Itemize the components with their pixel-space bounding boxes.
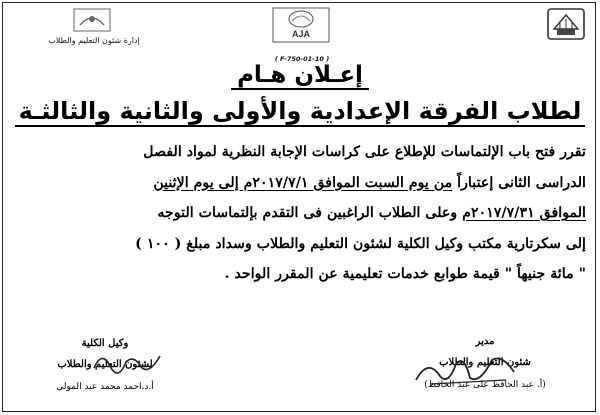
vice-dean-name: أ.د.احمد محمد عبد المولى xyxy=(56,382,154,392)
department-logo xyxy=(70,7,114,33)
announcement-heading xyxy=(0,62,600,88)
university-logo xyxy=(546,7,586,41)
body-line-3 xyxy=(16,198,586,229)
aja-logo xyxy=(272,7,330,43)
body-line-1: تقرر فتح باب الإلتماسات للإطلاع على كراسات الإجابة النظرية لمواد الفصل xyxy=(143,144,586,160)
audience-heading-text: لطلاب الفرقة الإعدادية والأولى والثانية والثالثـة xyxy=(15,97,586,127)
audience-heading xyxy=(0,97,600,125)
vice-dean-handwritten-signature xyxy=(90,344,170,378)
announcement-heading-text: إعـلان هـام xyxy=(231,62,369,90)
vice-dean-dept: لشئون التعليم والطلاب xyxy=(57,359,153,370)
department-caption: إدارة شئون التعليم والطلاب xyxy=(48,36,140,45)
director-dept: شئون التعليم والطلاب xyxy=(439,357,531,368)
aja-logo-text: AJA xyxy=(291,29,311,39)
form-code: ( F-750-01-10 ) xyxy=(274,55,330,63)
body-line-5: " مائة جنيهاً " قيمة طوابع خدمات تعليمية عن المقرر الواحد . xyxy=(224,266,586,282)
body-line-4: إلى سكرتارية مكتب وكيل الكلية لشئون التعليم والطلاب وسداد مبلغ ( ١٠٠ ) xyxy=(135,235,586,252)
director-title: مدير xyxy=(475,336,495,347)
announcement-body xyxy=(16,137,586,290)
director-handwritten-signature xyxy=(410,350,520,390)
body-line-2a: الدراسى الثانى إعتباراً xyxy=(452,174,586,191)
body-line-3b: وعلى الطلاب الراغبين فى التقدم بإلتماسات التوجه xyxy=(157,205,463,221)
body-line-3-date: الموافق ٢٠١٧/٧/٣١م xyxy=(462,205,586,221)
vice-dean-title: وكيل الكلية xyxy=(81,338,129,349)
director-name: (أ. عبد الحافظ على عبد الحافظ) xyxy=(424,380,546,390)
body-line-2-dates: من يوم السبت الموافق ٢٠١٧/٧/١م إلى يوم الإثنين xyxy=(153,174,453,191)
body-line-2 xyxy=(16,168,586,199)
